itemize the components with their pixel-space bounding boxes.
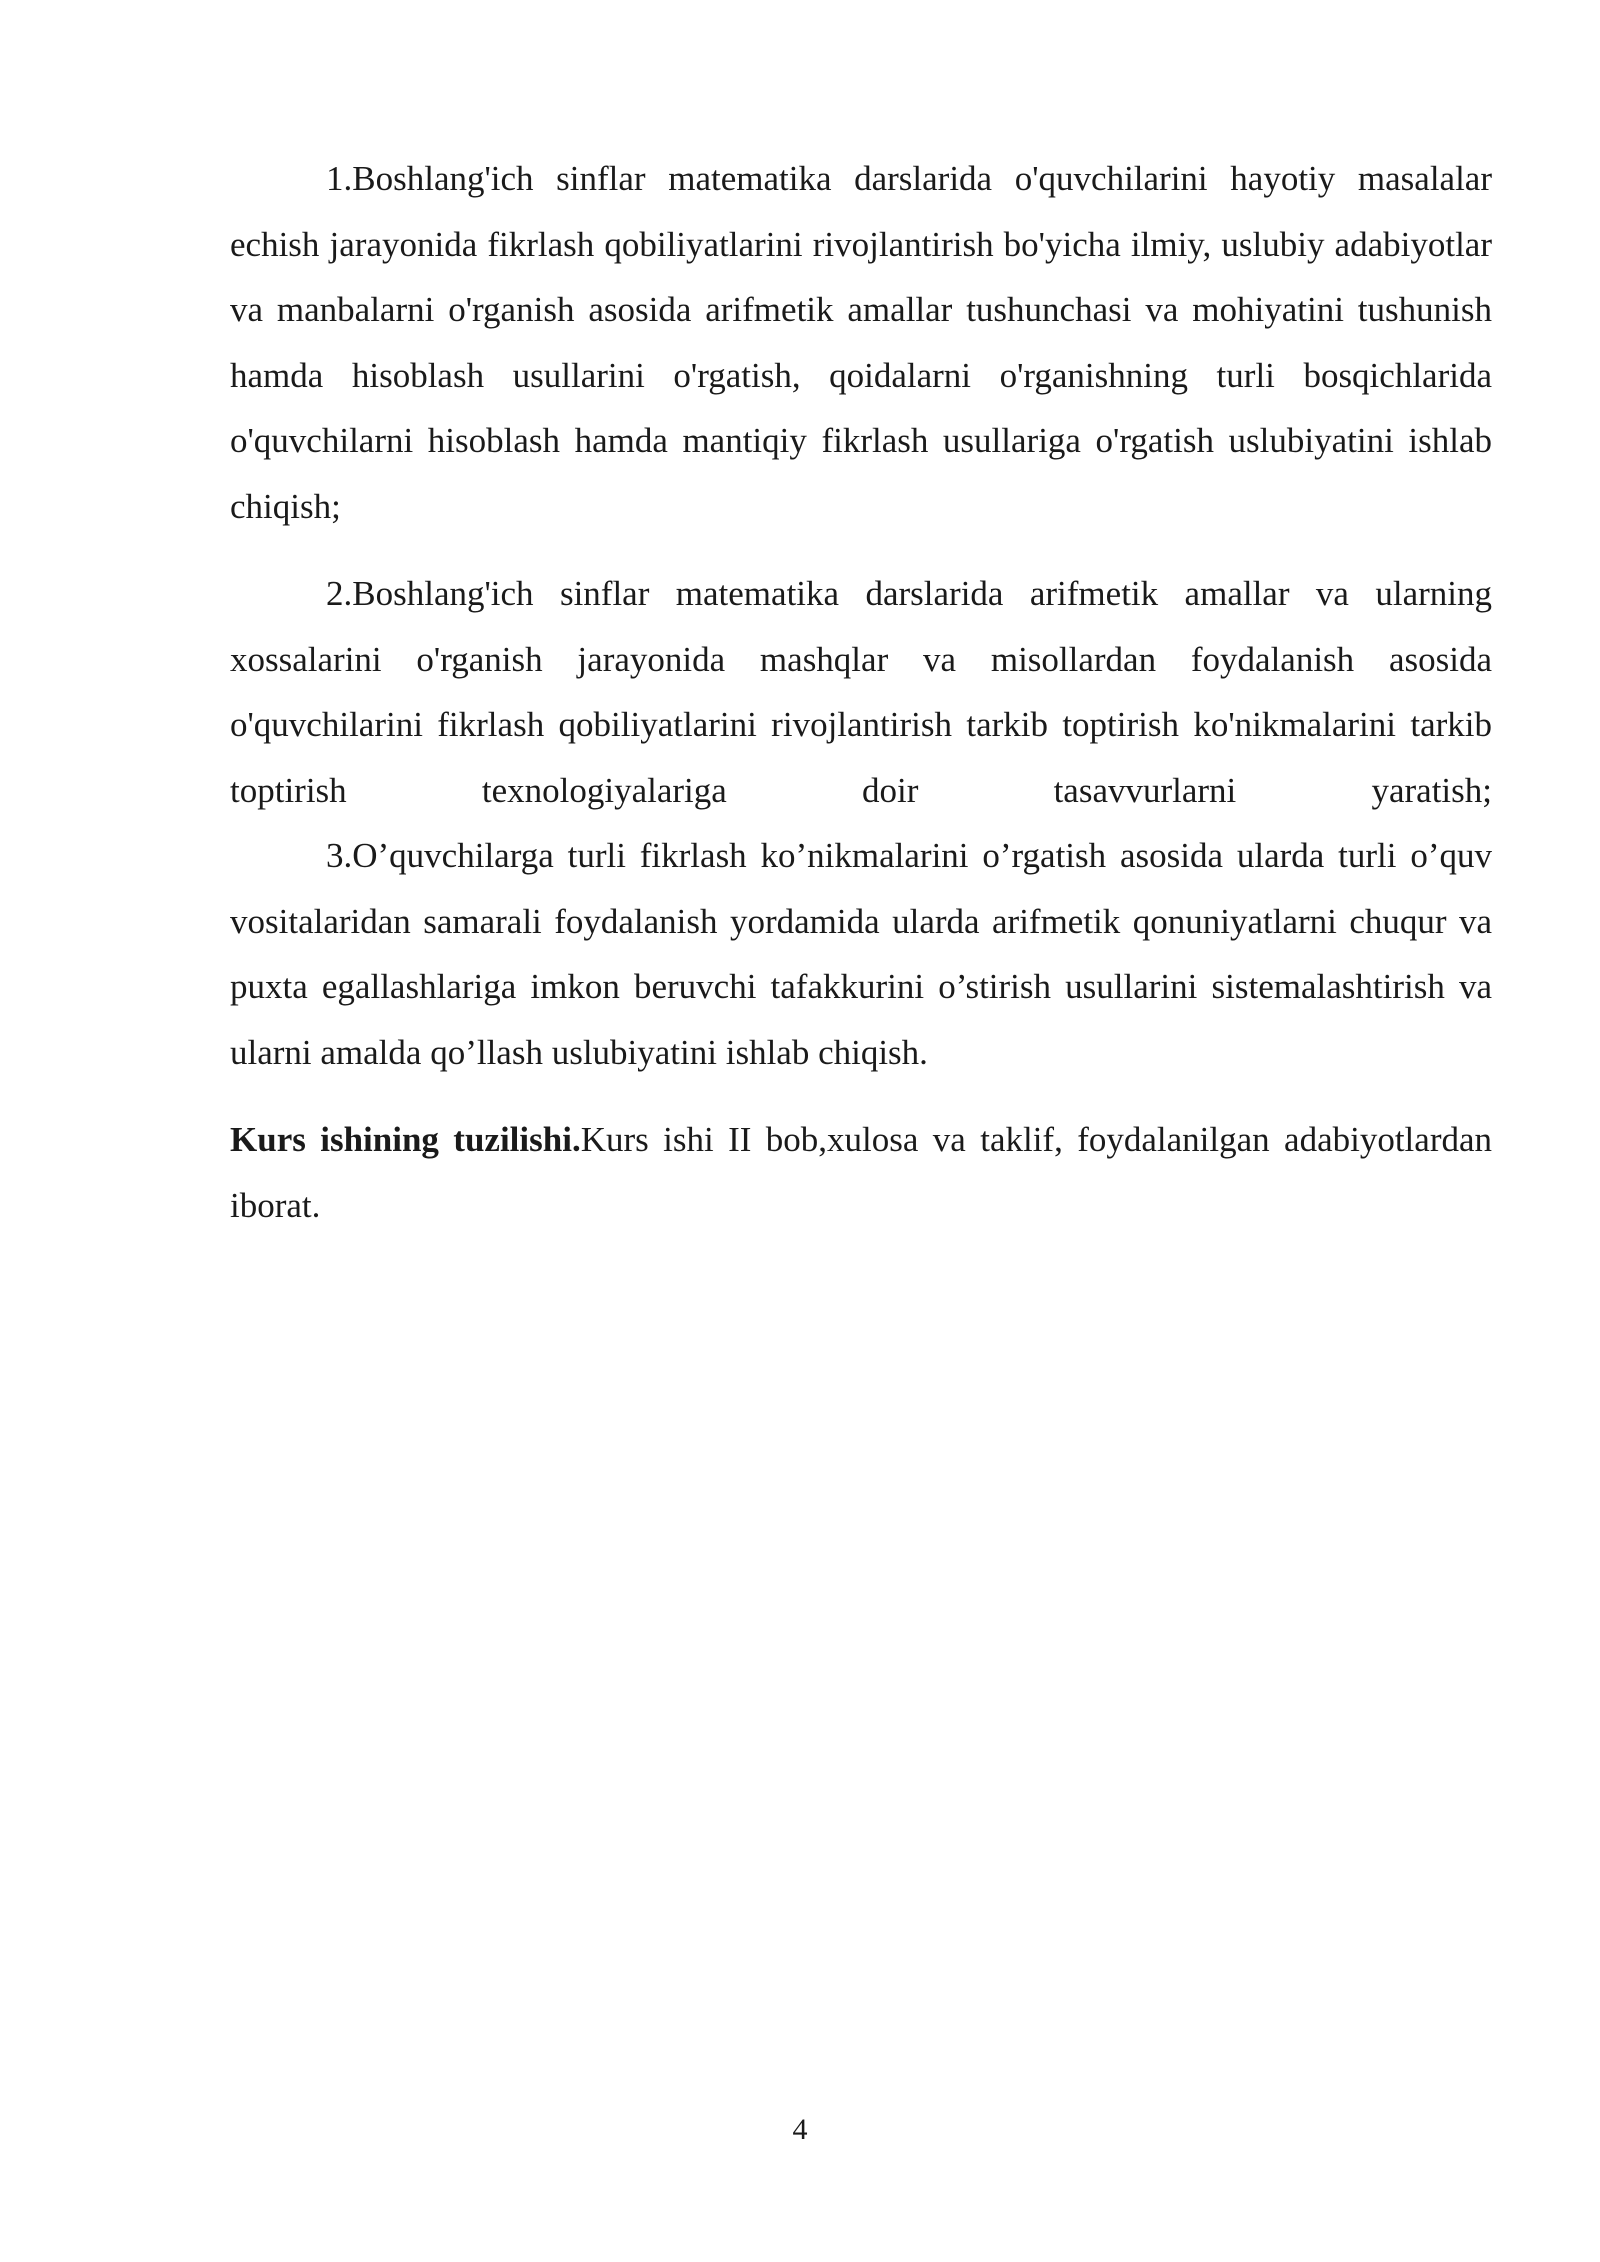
objective-paragraph-3: 3.O’quvchilarga turli fikrlash ko’nikmalarini o’rgatish asosida ularda turli o’quv vositalaridan samarali foydalanish yordamida ularda arifmetik qonuniyatlarni chuqur va puxta egallashlariga imkon beruvchi tafakkurini o’stirish usullarini sistemalashtirish va ularni amalda qo’llash uslubiyatini ishlab chiqish. [230,836,1492,1072]
document-body [230,146,1492,1238]
objective-paragraph-1: 1.Boshlang'ich sinflar matematika darslarida o'quvchilarini hayotiy masalalar echish jarayonida fikrlash qobiliyatlarini rivojlantirish bo'yicha ilmiy, uslubiy adabiyotlar va manbalarni o'rganish asosida arifmetik amallar tushunchasi va mohiyatini tushunish hamda hisoblash usullarini o'rgatish, qoidalarni o'rganishning turli bosqichlarida o'quvchilarni hisoblash hamda mantiqiy fikrlash usullariga o'rgatish uslubiyatini ishlab chiqish; [230,159,1492,526]
structure-text: Kurs ishi II bob,xulosa va taklif, foydalanilgan adabiyotlardan iborat. [230,1120,1493,1225]
structure-paragraph [230,1107,1492,1238]
page-number: 4 [792,2113,808,2146]
objective-paragraph-2: 2.Boshlang'ich sinflar matematika darslarida arifmetik amallar va ularning xossalarini o'rganish jarayonida mashqlar va misollardan foydalanish asosida o'quvchilarini fikrlash qobiliyatlarini rivojlantirish tarkib toptirish ko'nikmalarini tarkib toptirish texnologiyalariga doir tasavvurlarni yaratish; [230,574,1492,810]
structure-heading: Kurs ishining tuzilishi. [230,1120,581,1159]
